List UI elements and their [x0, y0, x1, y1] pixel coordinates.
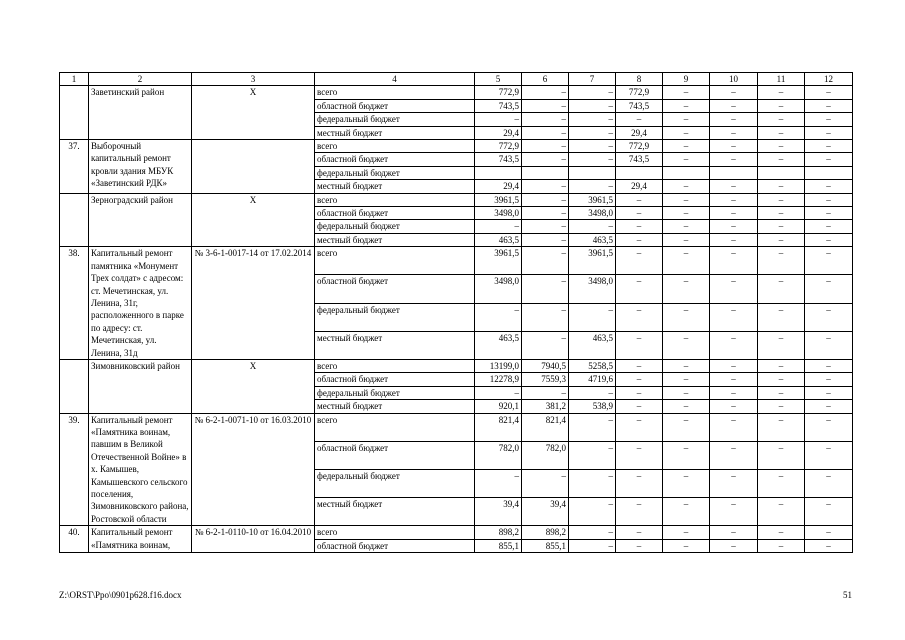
amount-cell: –	[569, 413, 616, 441]
amount-cell: –	[475, 386, 522, 399]
amount-cell: –	[522, 331, 569, 359]
amount-cell: –	[522, 275, 569, 303]
amount-cell: –	[522, 386, 569, 399]
budget-source: федеральный бюджет	[315, 303, 475, 331]
amount-cell: –	[569, 539, 616, 552]
amount-cell: 898,2	[475, 526, 522, 539]
amount-cell: –	[616, 113, 663, 126]
amount-cell: –	[569, 126, 616, 139]
amount-cell: –	[710, 220, 758, 233]
amount-cell: –	[522, 233, 569, 246]
amount-cell: –	[663, 359, 710, 372]
column-header: 2	[89, 73, 192, 86]
amount-cell: –	[569, 526, 616, 539]
amount-cell: –	[805, 386, 853, 399]
budget-source: всего	[315, 526, 475, 539]
row-number: 38.	[60, 247, 89, 360]
amount-cell: 855,1	[475, 539, 522, 552]
budget-source: федеральный бюджет	[315, 469, 475, 497]
amount-cell: –	[710, 373, 758, 386]
amount-cell: –	[569, 180, 616, 193]
amount-cell: 39,4	[522, 498, 569, 526]
amount-cell: –	[710, 153, 758, 166]
row-number	[60, 86, 89, 140]
amount-cell: –	[569, 441, 616, 469]
column-header: 10	[710, 73, 758, 86]
amount-cell: 13199,0	[475, 359, 522, 372]
amount-cell: –	[522, 113, 569, 126]
amount-cell: –	[616, 233, 663, 246]
amount-cell: –	[569, 113, 616, 126]
amount-cell: –	[805, 153, 853, 166]
amount-cell: –	[522, 140, 569, 153]
amount-cell: –	[710, 441, 758, 469]
amount-cell: –	[522, 126, 569, 139]
amount-cell: 29,4	[616, 126, 663, 139]
amount-cell: –	[663, 99, 710, 112]
amount-cell: –	[758, 373, 805, 386]
column-header: 7	[569, 73, 616, 86]
amount-cell: –	[758, 539, 805, 552]
header-row	[60, 73, 853, 86]
amount-cell	[475, 166, 522, 179]
amount-cell: –	[616, 539, 663, 552]
amount-cell: –	[569, 140, 616, 153]
budget-source: всего	[315, 193, 475, 206]
amount-cell: –	[805, 233, 853, 246]
budget-table	[59, 72, 853, 553]
budget-source: областной бюджет	[315, 275, 475, 303]
amount-cell: –	[758, 441, 805, 469]
amount-cell: –	[758, 386, 805, 399]
budget-source: местный бюджет	[315, 233, 475, 246]
amount-cell: 4719,6	[569, 373, 616, 386]
amount-cell: –	[758, 180, 805, 193]
column-header: 12	[805, 73, 853, 86]
table-row	[60, 359, 853, 372]
amount-cell	[710, 166, 758, 179]
amount-cell: –	[758, 331, 805, 359]
amount-cell: –	[569, 220, 616, 233]
page-number: 51	[843, 590, 852, 600]
amount-cell: –	[569, 153, 616, 166]
amount-cell: 29,4	[616, 180, 663, 193]
amount-cell	[522, 166, 569, 179]
document-ref: Х	[192, 193, 315, 247]
amount-cell: –	[805, 359, 853, 372]
amount-cell: –	[758, 86, 805, 99]
table-row	[60, 140, 853, 153]
document-ref: № 3-6-1-0017-14 от 17.02.2014	[192, 247, 315, 360]
amount-cell: –	[569, 303, 616, 331]
amount-cell: –	[710, 539, 758, 552]
amount-cell: –	[710, 526, 758, 539]
amount-cell: –	[616, 498, 663, 526]
budget-source: всего	[315, 413, 475, 441]
budget-source: областной бюджет	[315, 539, 475, 552]
column-header: 9	[663, 73, 710, 86]
table-row	[60, 193, 853, 206]
amount-cell: –	[616, 469, 663, 497]
amount-cell: –	[710, 180, 758, 193]
amount-cell: –	[710, 413, 758, 441]
budget-source: местный бюджет	[315, 400, 475, 413]
object-name: Заветинский район	[89, 86, 192, 140]
budget-source: федеральный бюджет	[315, 386, 475, 399]
amount-cell: –	[475, 113, 522, 126]
amount-cell: –	[663, 400, 710, 413]
amount-cell: –	[758, 140, 805, 153]
amount-cell: –	[663, 220, 710, 233]
amount-cell: –	[663, 86, 710, 99]
amount-cell: –	[805, 373, 853, 386]
amount-cell: 821,4	[522, 413, 569, 441]
amount-cell: –	[710, 193, 758, 206]
amount-cell: –	[710, 247, 758, 275]
amount-cell	[758, 166, 805, 179]
amount-cell: –	[663, 441, 710, 469]
object-name: Выборочный капитальный ремонт кровли здания МБУК «Заветинский РДК»	[89, 140, 192, 194]
amount-cell: –	[475, 220, 522, 233]
amount-cell: –	[475, 469, 522, 497]
budget-source: всего	[315, 247, 475, 275]
amount-cell: –	[805, 99, 853, 112]
amount-cell: 772,9	[616, 140, 663, 153]
amount-cell: –	[710, 140, 758, 153]
amount-cell: –	[616, 331, 663, 359]
amount-cell: –	[522, 99, 569, 112]
amount-cell: –	[663, 193, 710, 206]
amount-cell: –	[758, 193, 805, 206]
amount-cell: –	[805, 469, 853, 497]
table-row	[60, 247, 853, 275]
amount-cell	[805, 166, 853, 179]
amount-cell: –	[616, 275, 663, 303]
amount-cell: –	[805, 86, 853, 99]
amount-cell: –	[805, 303, 853, 331]
amount-cell: 7940,5	[522, 359, 569, 372]
object-name: Капитальный ремонт «Памятника воинам,	[89, 526, 192, 553]
amount-cell: –	[663, 469, 710, 497]
amount-cell: –	[569, 386, 616, 399]
amount-cell: –	[616, 526, 663, 539]
amount-cell: –	[616, 373, 663, 386]
budget-source: всего	[315, 359, 475, 372]
amount-cell: 898,2	[522, 526, 569, 539]
amount-cell: –	[663, 126, 710, 139]
amount-cell: –	[710, 303, 758, 331]
amount-cell: –	[522, 86, 569, 99]
amount-cell: –	[663, 247, 710, 275]
amount-cell: 3498,0	[569, 207, 616, 220]
amount-cell: –	[522, 247, 569, 275]
amount-cell: –	[758, 220, 805, 233]
amount-cell: –	[616, 247, 663, 275]
amount-cell: –	[616, 441, 663, 469]
amount-cell: –	[805, 331, 853, 359]
amount-cell: –	[805, 207, 853, 220]
amount-cell: –	[663, 153, 710, 166]
amount-cell: –	[710, 207, 758, 220]
amount-cell: 538,9	[569, 400, 616, 413]
budget-source: областной бюджет	[315, 373, 475, 386]
amount-cell	[569, 166, 616, 179]
column-header: 5	[475, 73, 522, 86]
amount-cell: 772,9	[475, 140, 522, 153]
document-ref: № 6-2-1-0071-10 от 16.03.2010	[192, 413, 315, 526]
column-header: 1	[60, 73, 89, 86]
amount-cell: 12278,9	[475, 373, 522, 386]
amount-cell: –	[475, 303, 522, 331]
amount-cell: –	[569, 86, 616, 99]
amount-cell: –	[663, 140, 710, 153]
budget-source: всего	[315, 86, 475, 99]
budget-source: местный бюджет	[315, 180, 475, 193]
amount-cell: –	[522, 207, 569, 220]
column-header: 11	[758, 73, 805, 86]
amount-cell: –	[522, 180, 569, 193]
amount-cell: –	[663, 498, 710, 526]
amount-cell: 743,5	[616, 99, 663, 112]
amount-cell: –	[522, 153, 569, 166]
amount-cell: –	[805, 539, 853, 552]
amount-cell: –	[663, 539, 710, 552]
amount-cell: 463,5	[475, 331, 522, 359]
amount-cell: –	[805, 126, 853, 139]
amount-cell: –	[522, 303, 569, 331]
amount-cell: –	[616, 193, 663, 206]
footer-filename: Z:\ORST\Ppo\0901p628.f16.docx	[59, 590, 182, 600]
amount-cell: 920,1	[475, 400, 522, 413]
amount-cell: –	[616, 400, 663, 413]
amount-cell: –	[616, 359, 663, 372]
budget-source: федеральный бюджет	[315, 220, 475, 233]
table-row	[60, 526, 853, 539]
amount-cell: –	[758, 275, 805, 303]
amount-cell	[663, 166, 710, 179]
amount-cell: –	[522, 220, 569, 233]
amount-cell: 3498,0	[475, 207, 522, 220]
amount-cell: –	[805, 275, 853, 303]
amount-cell: –	[710, 331, 758, 359]
table-row	[60, 86, 853, 99]
row-number: 39.	[60, 413, 89, 526]
object-name: Капитальный ремонт памятника «Монумент Трех солдат» с адресом: ст. Мечетинская, ул. Ленина, 31г, расположенного в парке по адресу: ст. Мечетинская, ул. Ленина, 31д	[89, 247, 192, 360]
amount-cell: –	[663, 386, 710, 399]
amount-cell: 855,1	[522, 539, 569, 552]
amount-cell: –	[616, 303, 663, 331]
amount-cell: 463,5	[569, 233, 616, 246]
amount-cell: 743,5	[475, 99, 522, 112]
amount-cell: 3498,0	[475, 275, 522, 303]
amount-cell: –	[616, 207, 663, 220]
amount-cell: 772,9	[475, 86, 522, 99]
budget-source: областной бюджет	[315, 207, 475, 220]
amount-cell: –	[758, 113, 805, 126]
object-name: Капитальный ремонт «Памятника воинам, павшим в Великой Отечественной Войне» в х. Камышев, Камышевского сельского поселения, Зимовниковского района, Ростовской области	[89, 413, 192, 526]
amount-cell: –	[663, 233, 710, 246]
amount-cell: –	[758, 400, 805, 413]
amount-cell: –	[758, 498, 805, 526]
amount-cell: 772,9	[616, 86, 663, 99]
amount-cell: –	[616, 386, 663, 399]
amount-cell: –	[663, 331, 710, 359]
amount-cell: –	[569, 498, 616, 526]
amount-cell: –	[710, 400, 758, 413]
amount-cell: 7559,3	[522, 373, 569, 386]
amount-cell: 463,5	[475, 233, 522, 246]
column-header: 8	[616, 73, 663, 86]
amount-cell: 39,4	[475, 498, 522, 526]
amount-cell: –	[710, 386, 758, 399]
amount-cell: –	[758, 526, 805, 539]
amount-cell: –	[663, 113, 710, 126]
amount-cell: –	[522, 469, 569, 497]
amount-cell: –	[569, 99, 616, 112]
amount-cell: –	[805, 193, 853, 206]
budget-source: местный бюджет	[315, 498, 475, 526]
amount-cell: –	[663, 526, 710, 539]
budget-source: всего	[315, 140, 475, 153]
amount-cell: 29,4	[475, 126, 522, 139]
document-ref: № 6-2-1-0110-10 от 16.04.2010	[192, 526, 315, 553]
amount-cell: –	[710, 469, 758, 497]
column-header: 6	[522, 73, 569, 86]
amount-cell: –	[710, 359, 758, 372]
amount-cell: –	[710, 233, 758, 246]
amount-cell: –	[758, 233, 805, 246]
object-name: Зимовниковский район	[89, 359, 192, 413]
amount-cell: 821,4	[475, 413, 522, 441]
amount-cell: –	[758, 99, 805, 112]
row-number	[60, 193, 89, 247]
amount-cell: 3961,5	[475, 247, 522, 275]
row-number: 37.	[60, 140, 89, 194]
document-ref	[192, 140, 315, 194]
amount-cell: 3961,5	[475, 193, 522, 206]
amount-cell: –	[758, 247, 805, 275]
amount-cell: –	[710, 498, 758, 526]
amount-cell: –	[710, 99, 758, 112]
amount-cell: 743,5	[475, 153, 522, 166]
amount-cell: –	[710, 86, 758, 99]
amount-cell: –	[805, 413, 853, 441]
amount-cell: –	[758, 207, 805, 220]
amount-cell: 3961,5	[569, 193, 616, 206]
amount-cell: –	[569, 469, 616, 497]
table-row	[60, 413, 853, 441]
column-header: 4	[315, 73, 475, 86]
amount-cell: –	[663, 275, 710, 303]
document-ref: Х	[192, 359, 315, 413]
amount-cell: –	[758, 303, 805, 331]
row-number: 40.	[60, 526, 89, 553]
column-header: 3	[192, 73, 315, 86]
amount-cell: –	[805, 140, 853, 153]
row-number	[60, 359, 89, 413]
amount-cell: 3498,0	[569, 275, 616, 303]
budget-source: областной бюджет	[315, 153, 475, 166]
amount-cell: –	[663, 207, 710, 220]
amount-cell: –	[616, 413, 663, 441]
amount-cell: 782,0	[475, 441, 522, 469]
amount-cell: –	[710, 113, 758, 126]
amount-cell: –	[805, 180, 853, 193]
amount-cell: 29,4	[475, 180, 522, 193]
amount-cell: –	[663, 413, 710, 441]
amount-cell: –	[805, 220, 853, 233]
amount-cell: –	[805, 526, 853, 539]
amount-cell: 782,0	[522, 441, 569, 469]
amount-cell: –	[710, 126, 758, 139]
amount-cell: –	[710, 275, 758, 303]
amount-cell: –	[805, 113, 853, 126]
amount-cell: –	[758, 126, 805, 139]
amount-cell: –	[522, 193, 569, 206]
amount-cell: 743,5	[616, 153, 663, 166]
amount-cell: –	[663, 180, 710, 193]
amount-cell: –	[616, 220, 663, 233]
amount-cell: –	[805, 247, 853, 275]
amount-cell	[616, 166, 663, 179]
amount-cell: –	[758, 359, 805, 372]
document-ref: Х	[192, 86, 315, 140]
amount-cell: –	[758, 413, 805, 441]
amount-cell: 3961,5	[569, 247, 616, 275]
object-name: Зерноградский район	[89, 193, 192, 247]
amount-cell: 381,2	[522, 400, 569, 413]
amount-cell: –	[805, 400, 853, 413]
amount-cell: 5258,5	[569, 359, 616, 372]
budget-source: федеральный бюджет	[315, 166, 475, 179]
budget-source: местный бюджет	[315, 126, 475, 139]
amount-cell: –	[758, 153, 805, 166]
amount-cell: –	[663, 303, 710, 331]
budget-source: федеральный бюджет	[315, 113, 475, 126]
amount-cell: –	[758, 469, 805, 497]
amount-cell: –	[805, 498, 853, 526]
amount-cell: 463,5	[569, 331, 616, 359]
amount-cell: –	[663, 373, 710, 386]
budget-source: областной бюджет	[315, 99, 475, 112]
budget-source: местный бюджет	[315, 331, 475, 359]
amount-cell: –	[805, 441, 853, 469]
budget-source: областной бюджет	[315, 441, 475, 469]
